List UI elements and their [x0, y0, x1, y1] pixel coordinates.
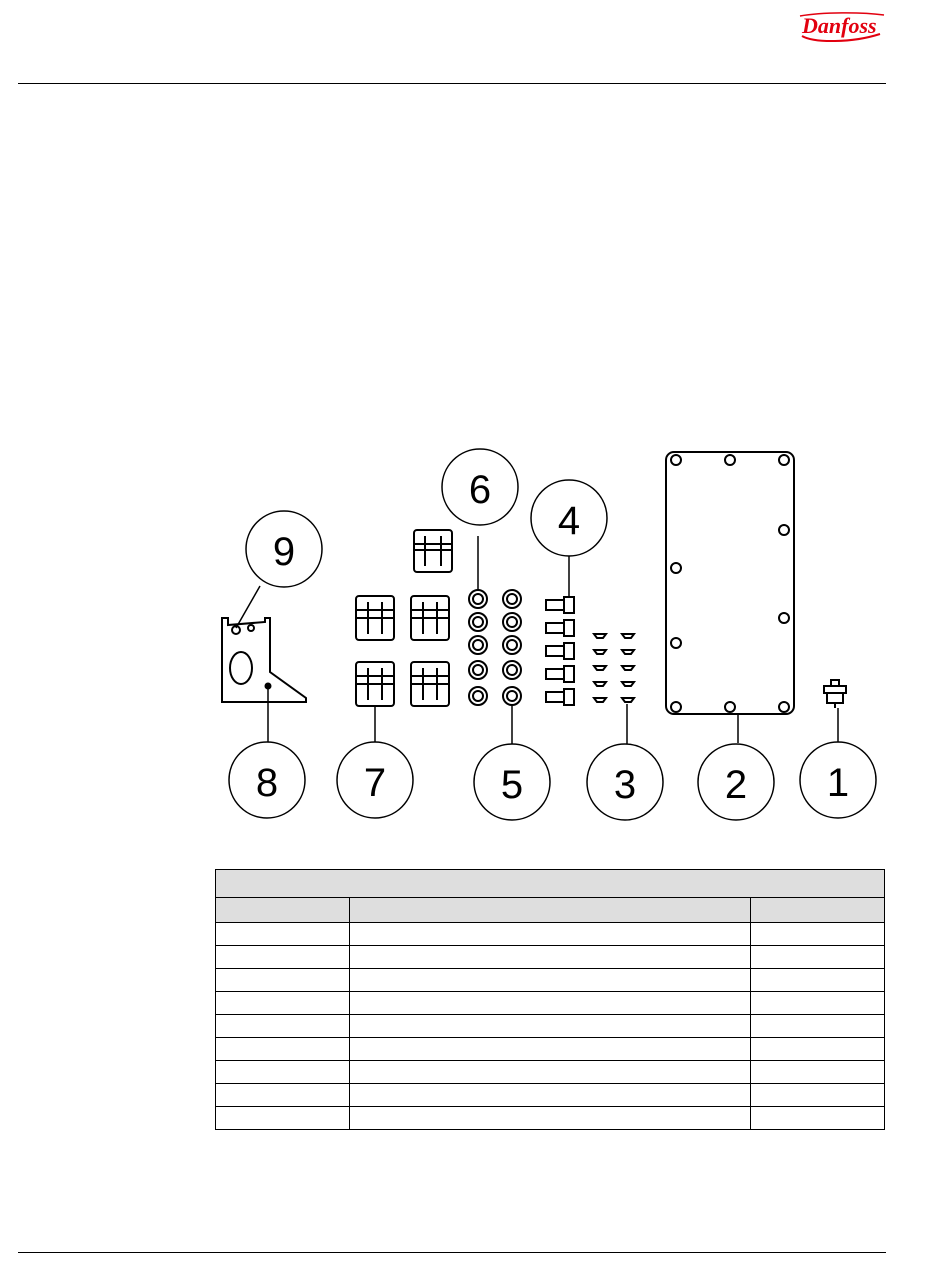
callout-7: 7 [363, 761, 387, 805]
danfoss-logo [792, 6, 888, 46]
plug-part [824, 680, 846, 708]
table-cell [751, 1061, 885, 1084]
table-cell [349, 1015, 750, 1038]
table-row [216, 1084, 885, 1107]
table-row [216, 1061, 885, 1084]
footer-rule [18, 1252, 886, 1253]
screw-group [594, 634, 634, 702]
parts-table [215, 869, 885, 1130]
table-row [216, 946, 885, 969]
table-row [216, 1015, 885, 1038]
callout-2: 2 [724, 763, 748, 807]
table-cell [349, 1061, 750, 1084]
callout-4: 4 [557, 499, 581, 543]
header-rule [18, 83, 886, 84]
table-header-row [216, 898, 885, 923]
callout-1: 1 [826, 761, 850, 805]
parts-diagram [0, 440, 950, 830]
table-cell [751, 923, 885, 946]
column-header [751, 898, 885, 923]
table-caption-row [216, 870, 885, 898]
bracket-part [222, 618, 306, 702]
table-cell [751, 969, 885, 992]
table-row [216, 992, 885, 1015]
table-cell [751, 1084, 885, 1107]
table-cell [751, 992, 885, 1015]
callout-9: 9 [272, 530, 296, 574]
table-cell [216, 1107, 350, 1130]
table-cell [349, 923, 750, 946]
table-cell [216, 923, 350, 946]
table-cell [216, 992, 350, 1015]
table-row [216, 1107, 885, 1130]
table-cell [349, 969, 750, 992]
callout-8: 8 [255, 761, 279, 805]
washer-group [469, 590, 521, 705]
table-cell [216, 1038, 350, 1061]
column-header [216, 898, 350, 923]
table-cell [349, 1107, 750, 1130]
table-cell [349, 946, 750, 969]
table-cell [216, 969, 350, 992]
table-cell [349, 1038, 750, 1061]
table-cell [751, 1015, 885, 1038]
table-cell [216, 1015, 350, 1038]
cable-gland-group [356, 530, 452, 706]
table-caption [216, 870, 885, 898]
table-cell [751, 1107, 885, 1130]
table-row [216, 923, 885, 946]
table-cell [349, 992, 750, 1015]
callout-5: 5 [500, 763, 524, 807]
callout-3: 3 [613, 763, 637, 807]
callout-6: 6 [468, 468, 492, 512]
bolt-group [546, 597, 574, 705]
table-row [216, 969, 885, 992]
column-header [349, 898, 750, 923]
cover-plate [666, 452, 794, 714]
table-cell [349, 1084, 750, 1107]
table-cell [216, 1084, 350, 1107]
svg-text:Danfoss: Danfoss [802, 13, 877, 38]
table-cell [751, 946, 885, 969]
table-cell [751, 1038, 885, 1061]
table-cell [216, 946, 350, 969]
table-cell [216, 1061, 350, 1084]
table-row [216, 1038, 885, 1061]
